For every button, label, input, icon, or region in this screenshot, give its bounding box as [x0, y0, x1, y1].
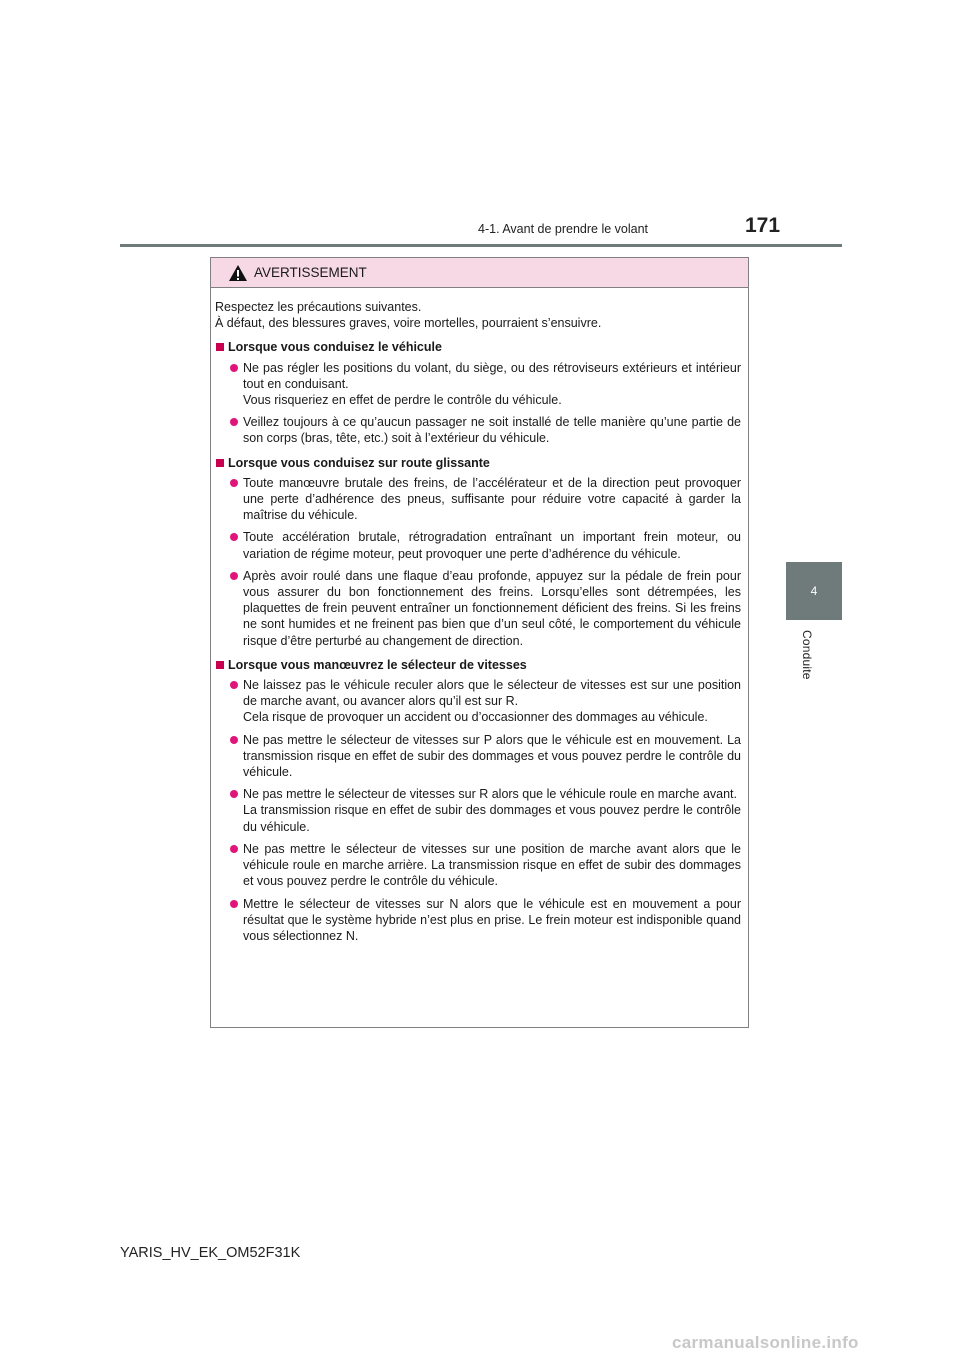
section-heading-text: Lorsque vous conduisez sur route glissante	[228, 455, 490, 470]
intro-line: Respectez les précautions suivantes.	[215, 300, 422, 314]
list-item	[215, 360, 741, 409]
warning-triangle-icon	[228, 264, 248, 282]
list-item	[215, 677, 741, 726]
chapter-number: 4	[810, 584, 818, 598]
round-bullet-icon	[230, 533, 238, 541]
list-item-text: Ne pas régler les positions du volant, du siège, ou des rétroviseurs extérieurs et intérieur tout en conduisant.	[243, 360, 741, 391]
section-title: 4-1. Avant de prendre le volant	[478, 222, 649, 236]
list-item-text: Ne laissez pas le véhicule reculer alors que le sélecteur de vitesses est sur une position de marche avant, ou avancer alors qu’il est sur R.	[243, 678, 741, 709]
list-item	[215, 786, 741, 835]
warning-body	[211, 288, 748, 944]
round-bullet-icon	[230, 479, 238, 487]
list-item-text: Mettre le sélecteur de vitesses sur N alors que le véhicule est en mouvement a pour résultat que le système hybride n’est plus en prise. Le frein moteur est indisponible quand vous sélectionnez N.	[243, 896, 741, 943]
warning-header	[211, 258, 748, 288]
section-heading-driving	[215, 339, 741, 355]
intro-line: À défaut, des blessures graves, voire mortelles, pourraient s’ensuivre.	[215, 316, 602, 331]
list-item	[215, 475, 741, 524]
chapter-label: Conduite	[800, 630, 814, 680]
list-item	[215, 568, 741, 649]
list-item-text: Après avoir roulé dans une flaque d’eau profonde, appuyez sur la pédale de frein pour vous assurer du bon fonctionnement des freins. Lorsqu’elles sont détrempées, les plaquettes de frein peuvent entraîner un fonctionnement déficient des freins. Si les freins ne sont humides et ne freinent pas bien que d’un seul côté, le comportement du véhicule risque d’être perturbé au changement de direction.	[243, 568, 741, 648]
header-rule	[120, 244, 842, 247]
list-item-text: La transmission risque en effet de subir des dommages et vous pouvez perdre le contrôle du véhicule.	[243, 803, 741, 834]
round-bullet-icon	[230, 364, 238, 372]
round-bullet-icon	[230, 681, 238, 689]
chapter-tab[interactable]	[786, 562, 842, 620]
watermark: carmanualsonline.info	[672, 1333, 859, 1352]
section-heading-text: Lorsque vous conduisez le véhicule	[228, 340, 442, 355]
list-item	[215, 529, 741, 561]
list-item-text: Ne pas mettre le sélecteur de vitesses sur R alors que le véhicule roule en marche avant.	[243, 787, 737, 802]
section-heading-text: Lorsque vous manœuvrez le sélecteur de vitesses	[228, 657, 527, 672]
round-bullet-icon	[230, 736, 238, 744]
list-item	[215, 896, 741, 945]
page-number: 171	[745, 214, 781, 237]
list-item-text: Ne pas mettre le sélecteur de vitesses sur une position de marche avant alors que le véhicule roule en marche arrière. La transmission risque en effet de subir des dommages et vous pouvez perdre le contrôle du véhicule.	[243, 841, 741, 889]
round-bullet-icon	[230, 418, 238, 426]
round-bullet-icon	[230, 900, 238, 908]
document-code: YARIS_HV_EK_OM52F31K	[120, 1245, 301, 1261]
list-item	[215, 414, 741, 446]
list-item	[215, 732, 741, 781]
warning-title: AVERTISSEMENT	[254, 265, 367, 280]
round-bullet-icon	[230, 790, 238, 798]
list-item-text: Toute accélération brutale, rétrogradation entraînant un important frein moteur, ou variation de régime moteur, peut provoquer une perte d’adhérence du véhicule.	[243, 530, 741, 561]
list-item-text: Cela risque de provoquer un accident ou d’occasionner des dommages au véhicule.	[243, 710, 708, 725]
list-item	[215, 841, 741, 890]
list-item-text: Vous risqueriez en effet de perdre le contrôle du véhicule.	[243, 393, 562, 408]
section-heading-gear-selector	[215, 657, 741, 673]
section-heading-slippery-road	[215, 455, 741, 471]
square-bullet-icon	[216, 661, 224, 669]
round-bullet-icon	[230, 845, 238, 853]
square-bullet-icon	[216, 343, 224, 351]
list-item-text: Veillez toujours à ce qu’aucun passager ne soit installé de telle manière qu’une partie de son corps (bras, tête, etc.) soit à l’extérieur du véhicule.	[243, 415, 741, 446]
warning-box	[210, 257, 749, 1028]
square-bullet-icon	[216, 459, 224, 467]
list-item-text: Toute manœuvre brutale des freins, de l’accélérateur et de la direction peut provoquer une perte d’adhérence des pneus, suffisante pour réduire votre capacité à garder la maîtrise du véhicule.	[243, 475, 741, 523]
list-item-text: Ne pas mettre le sélecteur de vitesses sur P alors que le véhicule est en mouvement. La transmission risque en effet de subir des dommages et vous pouvez perdre le contrôle du véhicule.	[243, 732, 741, 780]
round-bullet-icon	[230, 572, 238, 580]
